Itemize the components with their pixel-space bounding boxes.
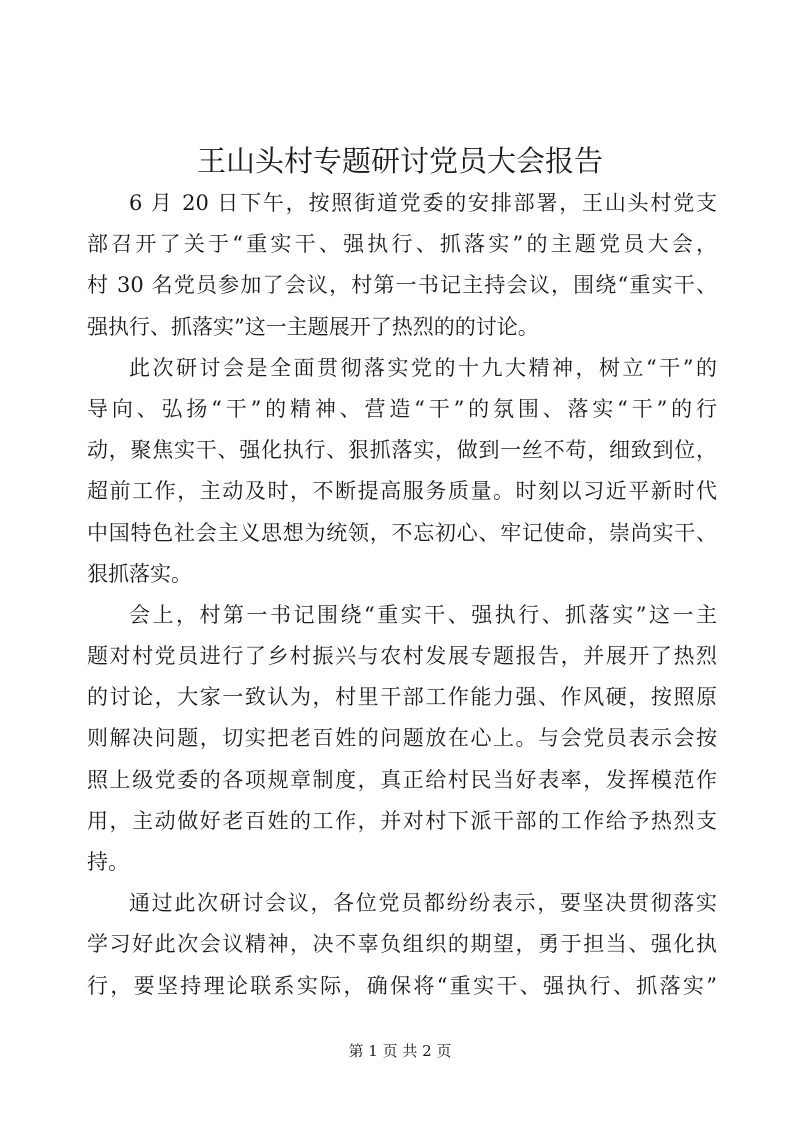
paragraph-line: 中国特色社会主义思想为统领，不忘初心、牢记使命，崇尚实干、 [87,520,717,545]
paragraph-line: 的讨论，大家一致认为，村里干部工作能力强、作风硬，按照原 [87,685,717,710]
paragraph-line: 行，要坚持理论联系实际，确保将“重实干、强执行、抓落实” [87,973,717,998]
paragraph-line: 导向、弘扬“干”的精神、营造“干”的氛围、落实“干”的行 [87,396,717,421]
paragraph-line: 强执行、抓落实”这一主题展开了热烈的的讨论。 [87,314,539,339]
paragraph-line: 学习好此次会议精神，决不辜负组织的期望，勇于担当、强化执 [87,932,717,957]
paragraph-line: 用，主动做好老百姓的工作，并对村下派干部的工作给予热烈支 [87,808,717,833]
paragraph-line: 狠抓落实。 [87,561,192,586]
paragraph-line: 持。 [87,850,129,874]
paragraph-line: 部召开了关于“重实干、强执行、抓落实”的主题党员大会， [87,232,717,257]
paragraph-3 [87,595,717,883]
paragraph-line: 超前工作，主动及时，不断提高服务质量。时刻以习近平新时代 [87,479,717,504]
paragraph-line: 照上级党委的各项规章制度，真正给村民当好表率，发挥模范作 [87,767,717,792]
paragraph-line: 题对村党员进行了乡村振兴与农村发展专题报告，并展开了热烈 [87,644,717,669]
paragraph-line: 6 月 20 日下午，按照街道党委的安排部署，王山头村党支 [129,191,717,215]
paragraph-line: 通过此次研讨会议，各位党员都纷纷表示，要坚决贯彻落实 [129,891,717,916]
document-body [87,183,717,1007]
document-title: 王山头村专题研讨党员大会报告 [196,144,603,178]
page-number-footer: 第 1 页 共 2 页 [348,1042,452,1060]
paragraph-4 [87,883,717,1007]
paragraph-line: 此次研讨会是全面贯彻落实党的十九大精神，树立“干”的 [129,355,717,380]
paragraph-line: 村 30 名党员参加了会议，村第一书记主持会议，围绕“重实干、 [87,273,717,298]
paragraph-2 [87,348,717,595]
paragraph-1 [87,183,717,348]
paragraph-line: 会上，村第一书记围绕“重实干、强执行、抓落实”这一主 [129,602,717,627]
paragraph-line: 动，聚焦实干、强化执行、狠抓落实，做到一丝不苟，细致到位， [87,438,717,463]
paragraph-line: 则解决问题，切实把老百姓的问题放在心上。与会党员表示会按 [87,726,717,751]
